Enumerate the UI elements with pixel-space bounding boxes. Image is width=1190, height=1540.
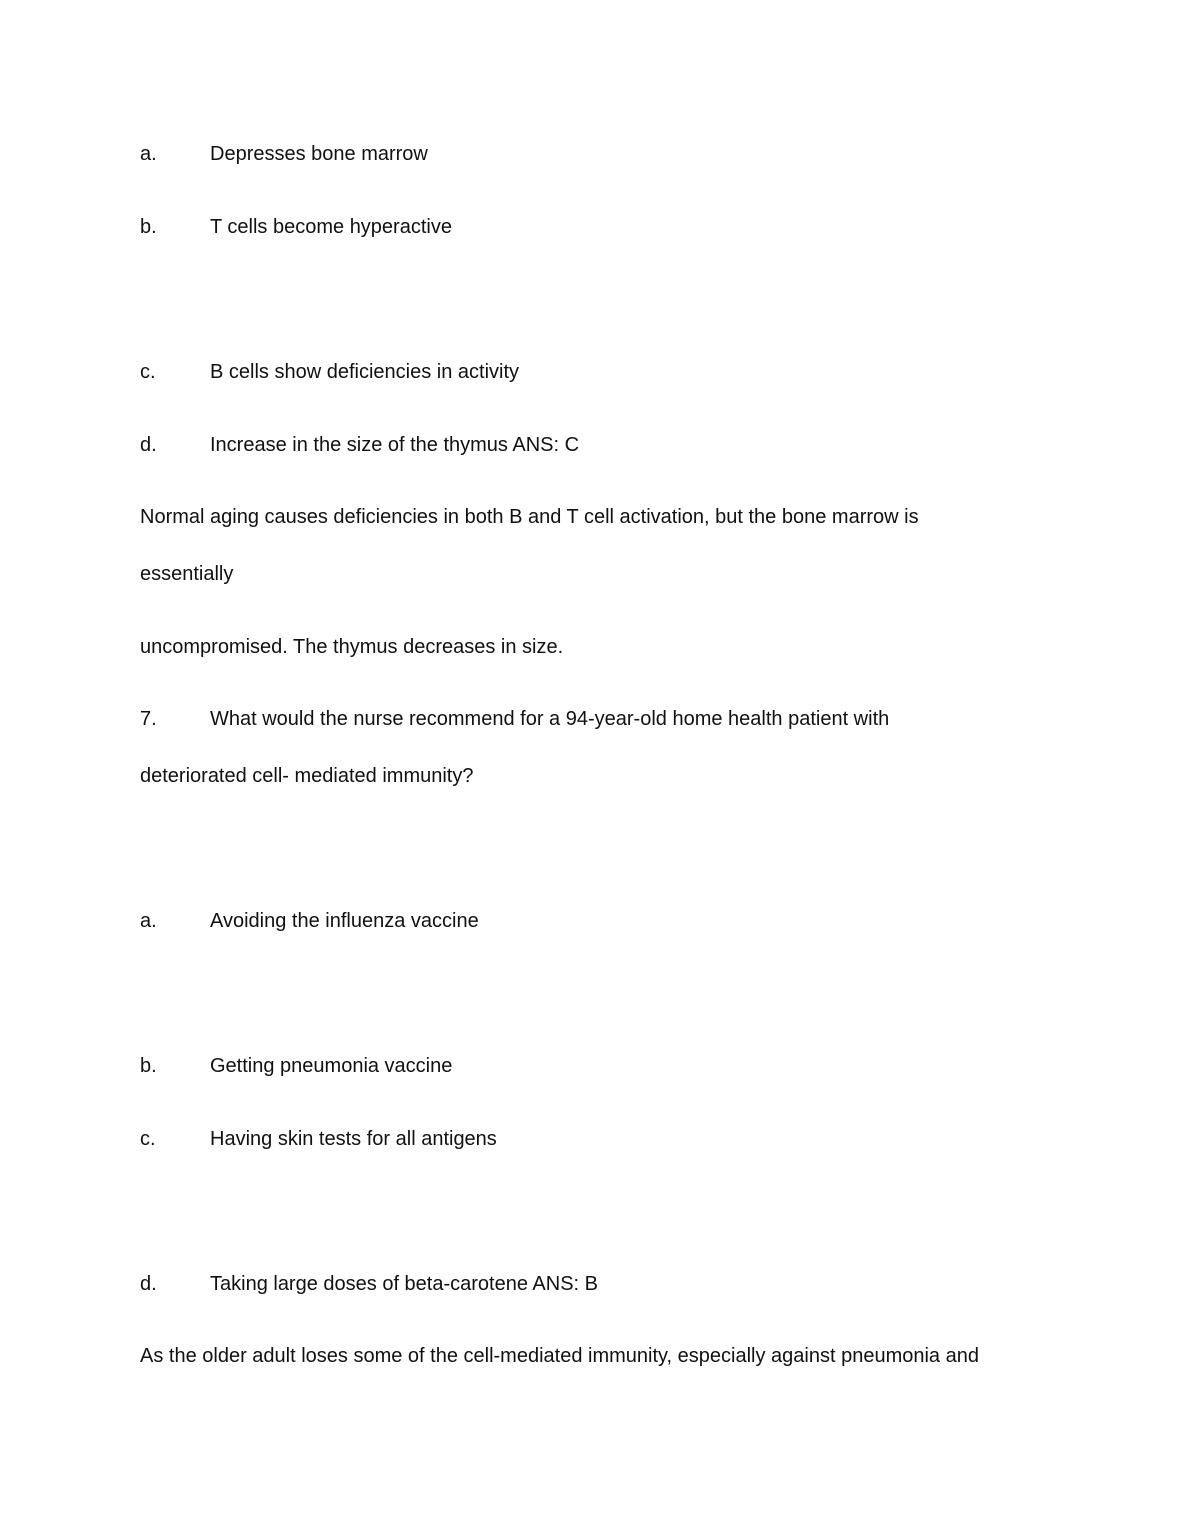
question-number: 7. (140, 708, 157, 730)
option-c (140, 1126, 497, 1152)
option-text: T cells become hyperactive (210, 216, 452, 238)
rationale-line: essentially (140, 563, 234, 585)
question-text: What would the nurse recommend for a 94-year-old home health patient with (210, 708, 890, 730)
rationale-line: uncompromised. The thymus decreases in size. (140, 636, 564, 658)
rationale-line: As the older adult loses some of the cell-mediated immunity, especially against pneumonia and (140, 1345, 979, 1367)
option-text: Having skin tests for all antigens (210, 1128, 497, 1150)
option-text: B cells show deficiencies in activity (210, 361, 520, 383)
option-b (140, 1053, 452, 1079)
question-text-continued: deteriorated cell- mediated immunity? (140, 765, 474, 787)
option-text: Depresses bone marrow (210, 143, 428, 165)
option-text: Taking large doses of beta-carotene ANS: B (210, 1273, 599, 1295)
option-c (140, 359, 519, 385)
option-d (140, 1271, 598, 1297)
option-text: Avoiding the influenza vaccine (210, 910, 479, 932)
question-7 (140, 706, 889, 732)
option-a (140, 141, 428, 167)
rationale-line: Normal aging causes deficiencies in both B and T cell activation, but the bone marrow is (140, 506, 919, 528)
option-label: c. (140, 361, 156, 383)
option-text: Increase in the size of the thymus ANS: C (210, 434, 580, 456)
option-text: Getting pneumonia vaccine (210, 1055, 453, 1077)
option-label: b. (140, 1055, 157, 1077)
option-label: a. (140, 143, 157, 165)
option-label: d. (140, 1273, 157, 1295)
option-label: d. (140, 434, 157, 456)
option-d (140, 432, 579, 458)
option-label: a. (140, 910, 157, 932)
option-a (140, 908, 479, 934)
option-label: b. (140, 216, 157, 238)
option-b (140, 214, 452, 240)
option-label: c. (140, 1128, 156, 1150)
